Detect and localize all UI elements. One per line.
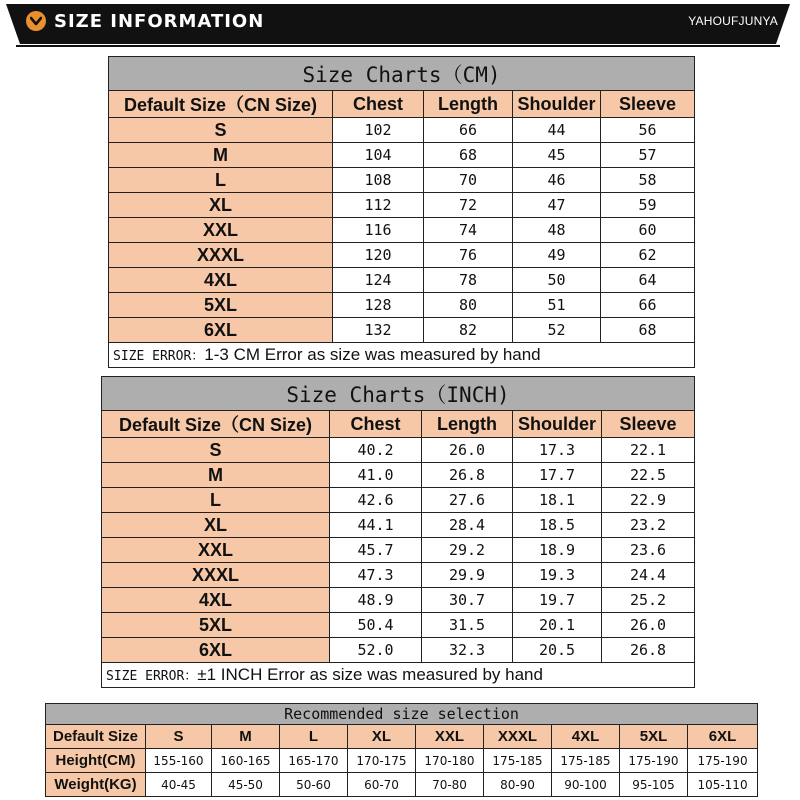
table-row (109, 218, 695, 243)
range-value: 45-50 (212, 773, 280, 797)
table-row (109, 293, 695, 318)
measurement-value: 66 (424, 118, 513, 143)
measurement-value: 62 (601, 243, 695, 268)
measurement-value: 47.3 (330, 563, 422, 588)
measurement-value: 59 (601, 193, 695, 218)
measurement-value: 78 (424, 268, 513, 293)
row-label: Default Size (46, 725, 146, 749)
title-row (46, 704, 758, 725)
measurement-value: 60 (601, 218, 695, 243)
measurement-value: 25.2 (602, 588, 695, 613)
measurement-value: 26.0 (602, 613, 695, 638)
measurement-value: 108 (333, 168, 424, 193)
measurement-value: 52 (513, 318, 601, 343)
table-row (102, 463, 695, 488)
range-value: 165-170 (280, 749, 348, 773)
column-header: Chest (333, 91, 424, 118)
measurement-value: 20.5 (513, 638, 602, 663)
measurement-value: 19.7 (513, 588, 602, 613)
size-label: M (102, 463, 330, 488)
table-row (109, 243, 695, 268)
range-value: 40-45 (146, 773, 212, 797)
size-label: L (102, 488, 330, 513)
size-label: S (146, 725, 212, 749)
range-value: 160-165 (212, 749, 280, 773)
size-error-note (102, 663, 695, 688)
size-label: M (109, 143, 333, 168)
range-value: 155-160 (146, 749, 212, 773)
measurement-value: 45 (513, 143, 601, 168)
size-label: 5XL (109, 293, 333, 318)
measurement-value: 52.0 (330, 638, 422, 663)
chart-title: Size Charts（CM) (109, 57, 695, 91)
measurement-value: 23.2 (602, 513, 695, 538)
measurement-value: 120 (333, 243, 424, 268)
recommended-size-table (45, 703, 758, 797)
size-label: XL (102, 513, 330, 538)
range-value: 175-190 (620, 749, 688, 773)
measurement-value: 46 (513, 168, 601, 193)
size-label: 5XL (102, 613, 330, 638)
range-value: 175-190 (688, 749, 758, 773)
column-header: Default Size（CN Size) (102, 411, 330, 438)
brand-name: YAHOUFJUNYA (688, 14, 778, 28)
size-label: XXXL (102, 563, 330, 588)
size-label: L (109, 168, 333, 193)
column-header: Shoulder (513, 411, 602, 438)
measurement-value: 22.5 (602, 463, 695, 488)
table-row (46, 773, 758, 797)
page-title: SIZE INFORMATION (54, 11, 265, 32)
table-row (109, 143, 695, 168)
size-label: 5XL (620, 725, 688, 749)
table-row (102, 438, 695, 463)
range-value: 170-175 (348, 749, 416, 773)
measurement-value: 17.7 (513, 463, 602, 488)
measurement-value: 41.0 (330, 463, 422, 488)
note-prefix: SIZE ERROR： (106, 669, 198, 684)
title-row (102, 377, 695, 411)
measurement-value: 49 (513, 243, 601, 268)
table-row (102, 613, 695, 638)
measurement-value: 48.9 (330, 588, 422, 613)
range-value: 90-100 (552, 773, 620, 797)
measurement-value: 18.5 (513, 513, 602, 538)
measurement-value: 70 (424, 168, 513, 193)
measurement-value: 40.2 (330, 438, 422, 463)
measurement-value: 26.0 (422, 438, 513, 463)
row-label: Height(CM) (46, 749, 146, 773)
header-row (46, 725, 758, 749)
chart-title: Size Charts（INCH) (102, 377, 695, 411)
measurement-value: 24.4 (602, 563, 695, 588)
table-row (109, 118, 695, 143)
measurement-value: 50.4 (330, 613, 422, 638)
measurement-value: 82 (424, 318, 513, 343)
measurement-value: 42.6 (330, 488, 422, 513)
range-value: 70-80 (416, 773, 484, 797)
note-row (102, 663, 695, 688)
measurement-value: 45.7 (330, 538, 422, 563)
measurement-value: 124 (333, 268, 424, 293)
measurement-value: 26.8 (602, 638, 695, 663)
size-error-note (109, 343, 695, 368)
measurement-value: 116 (333, 218, 424, 243)
size-label: XL (348, 725, 416, 749)
measurement-value: 74 (424, 218, 513, 243)
size-label: XXXL (484, 725, 552, 749)
measurement-value: 76 (424, 243, 513, 268)
header-row (102, 411, 695, 438)
measurement-value: 32.3 (422, 638, 513, 663)
header-row (109, 91, 695, 118)
size-label: L (280, 725, 348, 749)
range-value: 170-180 (416, 749, 484, 773)
table-row (109, 193, 695, 218)
size-label: M (212, 725, 280, 749)
size-label: XXL (416, 725, 484, 749)
table-row (102, 513, 695, 538)
range-value: 50-60 (280, 773, 348, 797)
range-value: 95-105 (620, 773, 688, 797)
column-header: Sleeve (601, 91, 695, 118)
measurement-value: 57 (601, 143, 695, 168)
measurement-value: 22.9 (602, 488, 695, 513)
column-header: Chest (330, 411, 422, 438)
recommended-title: Recommended size selection (46, 704, 758, 725)
measurement-value: 44 (513, 118, 601, 143)
note-text: ±1 INCH Error as size was measured by hand (197, 665, 543, 684)
measurement-value: 104 (333, 143, 424, 168)
measurement-value: 17.3 (513, 438, 602, 463)
measurement-value: 30.7 (422, 588, 513, 613)
measurement-value: 58 (601, 168, 695, 193)
measurement-value: 26.8 (422, 463, 513, 488)
measurement-value: 20.1 (513, 613, 602, 638)
size-chart-cm (108, 56, 695, 368)
measurement-value: 48 (513, 218, 601, 243)
measurement-value: 27.6 (422, 488, 513, 513)
size-label: 6XL (102, 638, 330, 663)
measurement-value: 47 (513, 193, 601, 218)
column-header: Sleeve (602, 411, 695, 438)
measurement-value: 31.5 (422, 613, 513, 638)
size-label: XXL (109, 218, 333, 243)
row-label: Weight(KG) (46, 773, 146, 797)
table-row (102, 538, 695, 563)
header-banner (0, 0, 800, 50)
table-row (102, 638, 695, 663)
title-row (109, 57, 695, 91)
measurement-value: 23.6 (602, 538, 695, 563)
size-label: 4XL (552, 725, 620, 749)
table-row (109, 168, 695, 193)
measurement-value: 19.3 (513, 563, 602, 588)
range-value: 60-70 (348, 773, 416, 797)
column-header: Default Size（CN Size) (109, 91, 333, 118)
measurement-value: 22.1 (602, 438, 695, 463)
note-row (109, 343, 695, 368)
range-value: 175-185 (484, 749, 552, 773)
measurement-value: 28.4 (422, 513, 513, 538)
note-prefix: SIZE ERROR： (113, 349, 205, 364)
size-label: 4XL (109, 268, 333, 293)
measurement-value: 18.1 (513, 488, 602, 513)
table-row (46, 749, 758, 773)
table-row (102, 563, 695, 588)
size-label: S (102, 438, 330, 463)
chevron-down-icon (26, 11, 46, 31)
measurement-value: 102 (333, 118, 424, 143)
table-row (109, 318, 695, 343)
measurement-value: 56 (601, 118, 695, 143)
column-header: Shoulder (513, 91, 601, 118)
size-label: 6XL (688, 725, 758, 749)
measurement-value: 51 (513, 293, 601, 318)
column-header: Length (422, 411, 513, 438)
size-label: XL (109, 193, 333, 218)
measurement-value: 128 (333, 293, 424, 318)
size-label: XXXL (109, 243, 333, 268)
measurement-value: 68 (424, 143, 513, 168)
size-label: 4XL (102, 588, 330, 613)
table-row (109, 268, 695, 293)
column-header: Length (424, 91, 513, 118)
measurement-value: 112 (333, 193, 424, 218)
measurement-value: 44.1 (330, 513, 422, 538)
range-value: 80-90 (484, 773, 552, 797)
size-chart-inch (101, 376, 695, 688)
measurement-value: 72 (424, 193, 513, 218)
measurement-value: 80 (424, 293, 513, 318)
range-value: 175-185 (552, 749, 620, 773)
note-text: 1-3 CM Error as size was measured by hand (204, 345, 541, 364)
measurement-value: 68 (601, 318, 695, 343)
table-row (102, 488, 695, 513)
size-label: 6XL (109, 318, 333, 343)
table-row (102, 588, 695, 613)
measurement-value: 50 (513, 268, 601, 293)
measurement-value: 66 (601, 293, 695, 318)
measurement-value: 29.2 (422, 538, 513, 563)
measurement-value: 29.9 (422, 563, 513, 588)
range-value: 105-110 (688, 773, 758, 797)
measurement-value: 132 (333, 318, 424, 343)
size-label: XXL (102, 538, 330, 563)
measurement-value: 18.9 (513, 538, 602, 563)
measurement-value: 64 (601, 268, 695, 293)
size-label: S (109, 118, 333, 143)
